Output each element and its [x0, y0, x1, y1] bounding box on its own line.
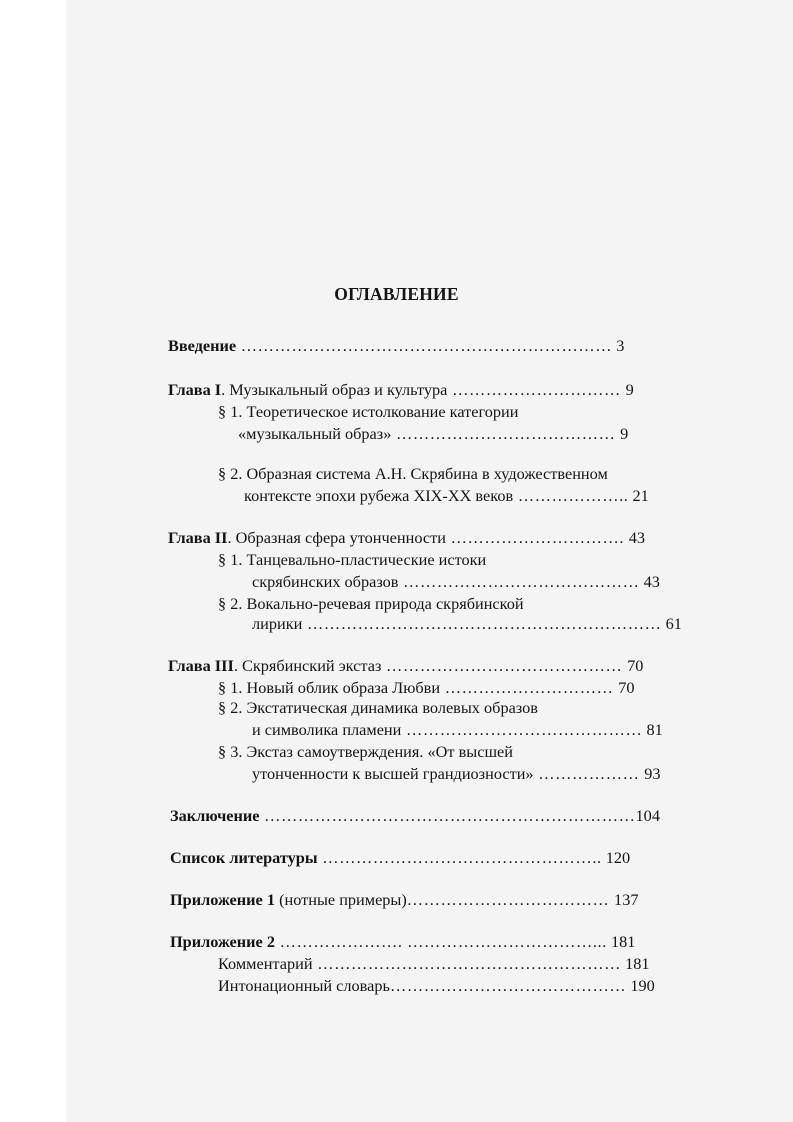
toc-entry-leader: …………………. ……………………………... — [275, 932, 607, 951]
toc-entry-text: контексте эпохи рубежа XIX-XX веков — [244, 486, 514, 505]
toc-entry-section-2-1-line-2[interactable] — [252, 572, 660, 592]
toc-entry-label: Глава II — [168, 528, 228, 547]
toc-entry-leader: ……………………………… — [406, 890, 615, 909]
toc-entry-leader: …………………………. — [445, 528, 629, 547]
toc-entry-text: «музыкальный образ» — [238, 424, 392, 443]
toc-entry-page: 70 — [627, 656, 644, 675]
toc-entry-text: § 2. Вокально-речевая природа скрябинской — [218, 594, 524, 613]
toc-entry-section-3-3-line-2[interactable] — [252, 764, 661, 784]
toc-entry-text: Интонационный словарь — [218, 976, 390, 995]
toc-entry-label: Введение — [168, 336, 237, 355]
toc-entry-section-3-1[interactable] — [218, 678, 634, 698]
toc-entry-leader: …………………………………… — [381, 656, 628, 675]
toc-entry-section-1-2-line-2[interactable] — [244, 486, 649, 506]
toc-entry-text: § 3. Экстаз самоутверждения. «От высшей — [218, 742, 513, 761]
toc-entry-section-2-1-line-1[interactable] — [218, 550, 486, 570]
toc-entry-section-3-2-line-1[interactable] — [218, 698, 538, 718]
toc-entry-page: 9 — [625, 380, 634, 399]
toc-entry-chapter-2[interactable] — [168, 528, 645, 548]
toc-entry-leader: ………………………………………….. — [317, 848, 602, 867]
page-title: ОГЛАВЛЕНИЕ — [334, 284, 459, 304]
toc-entry-text: утонченности к высшей грандиозности» — [252, 764, 534, 783]
toc-entry-text: и символика пламени — [252, 720, 402, 739]
toc-entry-text: § 1. Теоретическое истолкование категории — [218, 402, 519, 421]
toc-entry-page: 93 — [644, 764, 661, 783]
toc-entry-page: 9 — [620, 424, 629, 443]
toc-entry-page: 181 — [606, 932, 636, 951]
toc-entry-label: Список литературы — [170, 848, 318, 867]
toc-entry-section-1-2-line-1[interactable] — [218, 464, 608, 484]
toc-entry-page: 104 — [635, 806, 660, 825]
toc-entry-page: 61 — [661, 614, 682, 633]
toc-entry-section-3-2-line-2[interactable] — [252, 720, 663, 740]
toc-entry-chapter-1[interactable] — [168, 380, 634, 400]
toc-entry-leader: ……………… — [533, 764, 645, 783]
toc-entry-page: 120 — [601, 848, 631, 867]
toc-entry-label: Приложение 2 — [170, 932, 275, 951]
toc-entry-text: (нотные примеры) — [275, 890, 407, 909]
toc-entry-page: 137 — [614, 890, 639, 909]
toc-entry-text: § 2. Экстатическая динамика волевых образов — [218, 698, 538, 717]
toc-entry-leader: ………………………… — [447, 380, 626, 399]
toc-entry-appendix-1[interactable] — [170, 890, 638, 910]
toc-entry-leader: …………………………………… — [389, 976, 627, 995]
toc-entry-leader: ………………………… — [440, 678, 619, 697]
toc-entry-text: § 1. Танцевально-пластические истоки — [218, 550, 487, 569]
toc-entry-leader: …………………………………… — [398, 572, 640, 591]
toc-entry-intonation-dictionary[interactable] — [218, 976, 655, 996]
toc-entry-chapter-3[interactable] — [168, 656, 643, 676]
toc-entry-section-1-1-line-2[interactable] — [238, 424, 628, 444]
toc-entry-page: 43 — [628, 528, 646, 547]
toc-entry-text: . Скрябинский экстаз — [233, 656, 382, 675]
toc-entry-text: скрябинских образов — [252, 572, 399, 591]
toc-entry-text: § 2. Образная система А.Н. Скрябина в художественном — [218, 464, 608, 483]
toc-entry-text: . Музыкальный образ и культура — [221, 380, 448, 399]
toc-entry-section-2-2-line-2[interactable] — [252, 614, 682, 634]
toc-entry-page: 181 — [621, 954, 650, 973]
toc-entry-leader: ………………………………………………………… — [259, 806, 636, 825]
toc-entry-leader: ………………………………… — [391, 424, 621, 443]
toc-entry-section-2-2-line-1[interactable] — [218, 594, 524, 614]
toc-entry-text: . Образная сфера утонченности — [227, 528, 446, 547]
toc-entry-page: 81 — [642, 720, 663, 739]
toc-entry-label: Глава III — [168, 656, 234, 675]
toc-entry-leader: ………………………………………………………… — [236, 336, 613, 355]
toc-entry-label: Заключение — [170, 806, 260, 825]
toc-entry-section-3-3-line-1[interactable] — [218, 742, 513, 762]
toc-entry-commentary[interactable] — [218, 954, 650, 974]
toc-entry-page: 43 — [639, 572, 660, 591]
toc-entry-section-1-1-line-1[interactable] — [218, 402, 518, 422]
toc-entry-text: лирики — [252, 614, 303, 633]
toc-entry-page: 21 — [628, 486, 649, 505]
toc-entry-conclusion[interactable] — [170, 806, 660, 826]
toc-entry-page: 70 — [618, 678, 635, 697]
toc-entry-leader: …………………………………… — [401, 720, 643, 739]
toc-entry-label: Приложение 1 — [170, 890, 275, 909]
toc-entry-page: 3 — [612, 336, 625, 355]
toc-entry-text: Комментарий — [218, 954, 313, 973]
toc-entry-introduction[interactable] — [168, 336, 624, 356]
toc-entry-leader: ……………………………………………………… — [302, 614, 662, 633]
toc-entry-leader: ……………………………………………… — [312, 954, 622, 973]
toc-entry-label: Глава I — [168, 380, 222, 399]
toc-entry-text: § 1. Новый облик образа Любви — [218, 678, 441, 697]
toc-entry-page: 190 — [626, 976, 655, 995]
toc-entry-appendix-2[interactable] — [170, 932, 635, 952]
toc-entry-leader: ……………….. — [513, 486, 629, 505]
toc-entry-bibliography[interactable] — [170, 848, 630, 868]
